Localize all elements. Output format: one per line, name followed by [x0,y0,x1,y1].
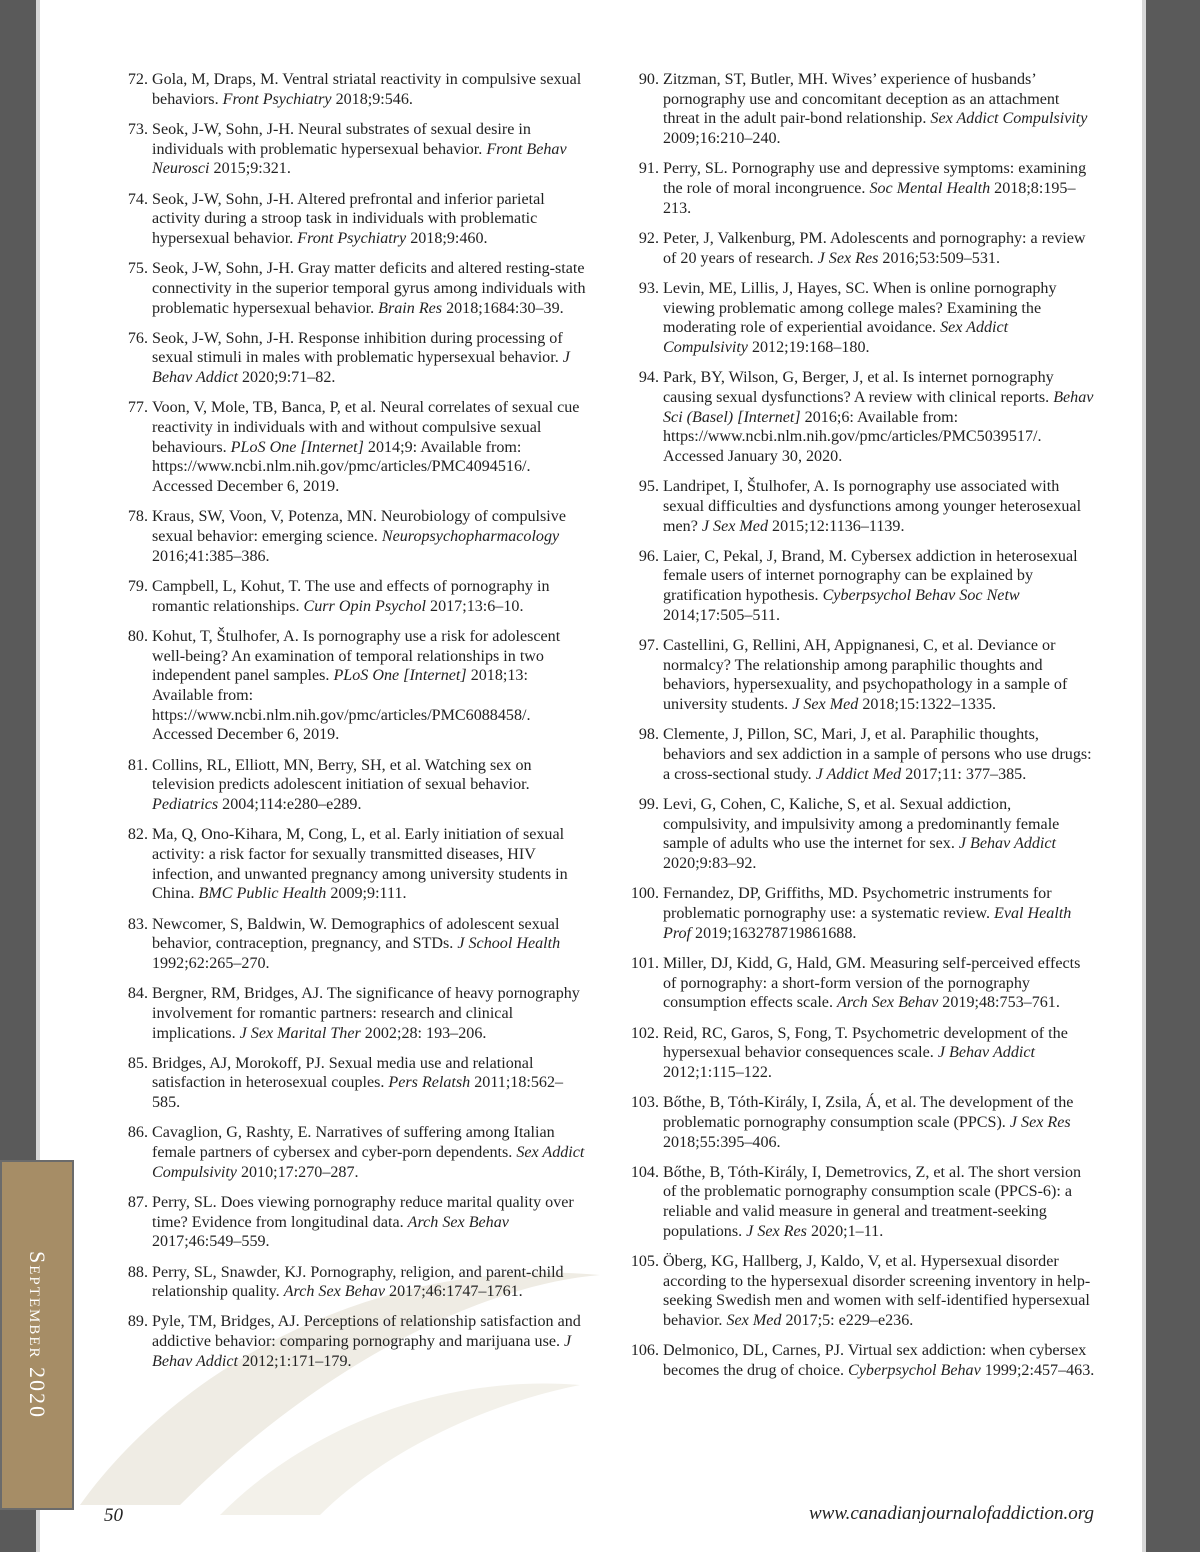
reference-citation: 2019;48:753–761. [938,994,1060,1012]
reference-text [663,795,1097,874]
reference-text [152,1263,586,1302]
reference-journal: Sex Addict Compulsivity [663,319,1009,356]
reference-citation: 2016;6: Available from: https://www.ncbi.nlm.nih.gov/pmc/articles/PMC5039517/. Accessed January 30, 2020. [663,408,1042,465]
reference-text [152,984,586,1043]
reference-text [152,507,586,566]
reference-journal: Arch Sex Behav [837,994,939,1012]
reference-citation: 2018;9:546. [331,90,413,108]
reference-number: 95. [638,478,659,496]
reference-citation: 2016;41:385–386. [152,547,270,565]
reference-citation: 2017;5: e229–e236. [781,1312,914,1330]
reference-item [104,1193,586,1252]
reference-citation: 2015;9:321. [209,160,291,178]
reference-body: Newcomer, S, Baldwin, W. Demographics of adolescent sexual behavior, contraception, pregnancy, and STDs. [152,915,560,953]
reference-body: Delmonico, DL, Carnes, PJ. Virtual sex addiction: when cybersex becomes the drug of choice. [663,1342,1087,1380]
reference-body: Perry, SL. Pornography use and depressive symptoms: examining the role of moral incongruence. [663,160,1087,198]
reference-item [104,190,586,249]
reference-body: Öberg, KG, Hallberg, J, Kaldo, V, et al. Hypersexual disorder according to the hypersexual disorder screening inventory in help-seeking Swedish men and women with self-identified hypersexual behavior. [663,1253,1091,1330]
reference-number: 88. [127,1263,148,1281]
reference-journal: Eval Health Prof [663,905,1072,942]
reference-item [104,1263,586,1302]
reference-number: 81. [127,756,148,774]
reference-body: Perry, SL. Does viewing pornography reduce marital quality over time? Evidence from longitudinal data. [152,1193,574,1231]
reference-journal: Soc Mental Health [869,180,991,198]
reference-text [663,229,1097,268]
reference-journal: J Behav Addict [152,1333,572,1370]
reference-citation: 2018;55:395–406. [663,1133,781,1151]
reference-body: Seok, J-W, Sohn, J-H. Neural substrates of sexual desire in individuals with problematic hypersexual behavior. [152,120,531,158]
reference-item [615,1024,1097,1083]
reference-text [663,159,1097,218]
reference-text [663,954,1097,1013]
reference-body: Seok, J-W, Sohn, J-H. Gray matter deficits and altered resting-state connectivity in the superior temporal gyrus among individuals with problematic hypersexual behavior. [152,260,586,317]
reference-item [104,507,586,566]
reference-citation: 2012;19:168–180. [747,338,870,356]
reference-text [152,190,586,249]
reference-body: Levin, ME, Lillis, J, Hayes, SC. When is online pornography viewing problematic among college males? Examining the moderating role of experiential avoidance. [663,279,1057,337]
reference-item [104,984,586,1043]
reference-number: 79. [127,577,148,595]
reference-number: 99. [638,796,659,813]
reference-body: Pyle, TM, Bridges, AJ. Perceptions of relationship satisfaction and addictive behavior: comparing pornography and marijuana use. [152,1313,581,1351]
reference-number: 94. [638,369,659,387]
reference-body: Zitzman, ST, Butler, MH. Wives’ experience of husbands’ pornography use and concomitant deception as an attachment threat in the adult pair-bond relationship. [663,71,1060,128]
reference-item [615,1163,1097,1242]
reference-item [615,159,1097,218]
reference-body: Laier, C, Pekal, J, Brand, M. Cybersex addiction in heterosexual female users of internet pornography can be explained by gratification hypothesis. [663,547,1078,605]
reference-item [104,329,586,388]
reference-number: 77. [127,399,148,417]
reference-number: 82. [127,826,148,844]
reference-item [104,1054,586,1113]
reference-text [663,1093,1097,1152]
reference-journal: Arch Sex Behav [407,1213,509,1231]
reference-number: 98. [638,726,659,744]
reference-body: Reid, RC, Garos, S, Fong, T. Psychometric development of the hypersexual behavior consequences scale. [663,1024,1068,1062]
reference-body: Landripet, I, Štulhofer, A. Is pornography use associated with sexual difficulties and dysfunctions among younger heterosexual men? [663,478,1082,535]
page-number: 50 [104,1505,123,1526]
reference-number: 86. [127,1124,148,1142]
reference-number: 73. [127,120,148,138]
reference-text [152,120,586,179]
reference-number: 93. [638,279,659,297]
reference-journal: Arch Sex Behav [283,1283,385,1301]
reference-item [615,229,1097,268]
reference-citation: 2014;17:505–511. [663,606,780,624]
reference-text [152,329,586,388]
reference-text [152,756,586,815]
reference-journal: J Behav Addict [937,1044,1035,1062]
reference-text [152,398,586,497]
reference-item [615,1252,1097,1331]
reference-body: Bergner, RM, Bridges, AJ. The significance of heavy pornography involvement for romantic partners: research and clinical implications. [152,985,580,1042]
references-column-right [615,70,1097,1391]
reference-body: Park, BY, Wilson, G, Berger, J, et al. Is internet pornography causing sexual dysfunctions? A review with clinical reports. [663,369,1054,406]
reference-citation: 2018;15:1322–1335. [858,696,997,714]
reference-citation: 2012;1:171–179. [237,1352,352,1370]
reference-journal: Curr Opin Psychol [303,597,427,615]
reference-citation: 2002;28: 193–206. [360,1024,487,1042]
reference-citation: 2016;53:509–531. [878,249,1000,267]
reference-body: Clemente, J, Pillon, SC, Mari, J, et al. Paraphilic thoughts, behaviors and sex addiction in a sample of persons who use drugs: a cross-sectional study. [663,726,1092,783]
reference-citation: 2019;163278719861688. [691,924,857,942]
reference-body: Collins, RL, Elliott, MN, Berry, SH, et al. Watching sex on television predicts adolescent initiation of sexual behavior. [152,756,532,794]
reference-body: Bridges, AJ, Morokoff, PJ. Sexual media use and relational satisfaction in heterosexual couples. [152,1054,534,1092]
reference-body: Perry, SL, Snawder, KJ. Pornography, religion, and parent-child relationship quality. [152,1263,564,1301]
reference-journal: Cyberpsychol Behav [848,1362,981,1380]
reference-number: 91. [638,160,659,178]
reference-journal: J Behav Addict [152,349,570,387]
reference-item [615,477,1097,536]
reference-citation: 2020;1–11. [806,1222,884,1240]
reference-number: 76. [127,329,148,347]
reference-journal: Pediatrics [152,796,219,813]
reference-number: 80. [127,627,148,645]
reference-body: Kohut, T, Štulhofer, A. Is pornography use a risk for adolescent well-being? An examination of temporal relationships in two independent panel samples. [152,627,561,685]
reference-item [615,795,1097,874]
reference-text [152,1123,586,1182]
reference-journal: BMC Public Health [198,885,327,903]
reference-journal: J Sex Res [1009,1113,1071,1131]
reference-number: 103. [630,1094,659,1112]
reference-item [104,259,586,318]
reference-item [615,1341,1097,1380]
reference-journal: Sex Med [726,1312,782,1330]
reference-text [152,70,586,109]
reference-number: 104. [630,1163,659,1181]
reference-journal: J Sex Med [792,696,859,714]
reference-journal: Sex Addict Compulsivity [930,110,1088,128]
reference-body: Peter, J, Valkenburg, PM. Adolescents and pornography: a review of 20 years of research. [663,229,1086,267]
reference-journal: Pers Relatsh [388,1074,471,1092]
reference-body: Bőthe, B, Tóth-Király, I, Zsila, Á, et al. The development of the problematic pornography consumption scale (PPCS). [663,1094,1074,1131]
reference-citation: 2018;8:195–213. [663,180,1076,217]
reference-item [104,1123,586,1182]
reference-journal: J Sex Res [817,249,879,267]
reference-number: 106. [630,1342,659,1360]
reference-text [663,477,1097,536]
reference-body: Voon, V, Mole, TB, Banca, P, et al. Neural correlates of sexual cue reactivity in individuals with and without compulsive sexual behaviours. [152,399,580,456]
reference-number: 83. [127,915,148,933]
reference-citation: 1999;2:457–463. [980,1362,1095,1380]
reference-citation: 1992;62:265–270. [152,954,270,972]
issue-date-label: September 2020 [25,1250,50,1420]
reference-number: 85. [127,1054,148,1072]
reference-citation: 2009;16:210–240. [663,130,781,148]
reference-body: Seok, J-W, Sohn, J-H. Altered prefrontal and inferior parietal activity during a stroop task in individuals with problematic hypersexual behavior. [152,190,545,247]
reference-body: Castellini, G, Rellini, AH, Appignanesi, C, et al. Deviance or normalcy? The relationship among paraphilic thoughts and behaviors, hypersexuality, and psychopathology in a sample of university students. [663,637,1068,714]
reference-item [104,756,586,815]
reference-text [152,577,586,616]
reference-body: Ma, Q, Ono-Kihara, M, Cong, L, et al. Early initiation of sexual activity: a risk factor for sexually transmitted diseases, HIV infection, and unwanted pregnancy among university students in China. [152,826,568,903]
reference-item [104,915,586,974]
reference-body: Miller, DJ, Kidd, G, Hald, GM. Measuring self-perceived effects of pornography: a short-form version of the pornography consumption effects scale. [663,954,1081,1012]
right-margin-band [1146,0,1200,1552]
reference-body: Cavaglion, G, Rashty, E. Narratives of suffering among Italian female partners of cybersex and cyber-porn dependents. [152,1124,555,1162]
reference-number: 102. [630,1024,659,1042]
reference-text [152,915,586,974]
reference-text [152,1193,586,1252]
reference-item [615,1093,1097,1152]
reference-number: 105. [630,1253,659,1271]
reference-item [615,279,1097,358]
reference-body: Kraus, SW, Voon, V, Potenza, MN. Neurobiology of compulsive sexual behavior: emerging science. [152,508,566,546]
reference-number: 89. [127,1313,148,1331]
reference-citation: 2017;46:1747–1761. [385,1283,523,1301]
reference-text [663,884,1097,943]
reference-number: 92. [638,229,659,247]
reference-number: 101. [630,954,659,972]
reference-text [152,627,586,745]
reference-body: Seok, J-W, Sohn, J-H. Response inhibition during processing of sexual stimuli in males with problematic hypersexual behavior. [152,329,563,367]
reference-text [663,70,1097,149]
reference-citation: 2015;12:1136–1139. [768,517,905,535]
reference-citation: 2010;17:270–287. [236,1163,359,1181]
reference-text [152,1054,586,1113]
reference-journal: Front Psychiatry [297,229,407,247]
reference-citation: 2018;1684:30–39. [442,299,564,317]
reference-item [104,120,586,179]
reference-journal: PLoS One [Internet] [333,667,467,685]
reference-journal: Front Behav Neurosci [152,140,567,178]
reference-item [615,368,1097,467]
reference-citation: 2017;46:549–559. [152,1233,270,1251]
reference-citation: 2012;1:115–122. [663,1063,772,1081]
reference-journal: Cyberpsychol Behav Soc Netw [822,587,1020,605]
reference-item [615,725,1097,784]
reference-text [663,636,1097,715]
reference-number: 72. [127,71,148,88]
reference-number: 100. [630,885,659,903]
reference-item [104,577,586,616]
reference-item [104,627,586,745]
reference-citation: 2014;9: Available from: https://www.ncbi.nlm.nih.gov/pmc/articles/PMC4094516/. Accessed December 6, 2019. [152,438,531,496]
reference-journal: J Behav Addict [958,835,1056,853]
reference-journal: Front Psychiatry [222,90,332,108]
reference-citation: 2011;18:562–585. [152,1074,564,1112]
reference-item [615,884,1097,943]
reference-item [615,70,1097,149]
reference-text [663,725,1097,784]
reference-item [615,636,1097,715]
reference-journal: Brain Res [378,299,443,317]
reference-citation: 2009;9:111. [326,885,407,903]
reference-citation: 2004;114:e280–e289. [218,796,362,813]
reference-item [104,70,586,109]
reference-number: 90. [638,71,659,88]
reference-citation: 2020;9:83–92. [663,855,757,873]
reference-item [104,398,586,497]
reference-journal: PLoS One [Internet] [230,438,364,456]
reference-citation: 2017;13:6–10. [426,597,524,615]
reference-number: 97. [638,637,659,655]
reference-text [152,825,586,904]
reference-journal: Behav Sci (Basel) [Internet] [663,388,1094,426]
reference-text [152,259,586,318]
reference-number: 96. [638,547,659,565]
reference-number: 78. [127,508,148,526]
reference-citation: 2017;11: 377–385. [901,765,1027,783]
references-column-left [104,70,586,1382]
reference-text [663,368,1097,467]
reference-journal: J Addict Med [815,765,902,783]
reference-journal: J Sex Marital Ther [239,1024,361,1042]
reference-text [663,1252,1097,1331]
reference-journal: Sex Addict Compulsivity [152,1144,585,1181]
reference-number: 75. [127,260,148,278]
reference-body: Levi, G, Cohen, C, Kaliche, S, et al. Sexual addiction, compulsivity, and impulsivity among a predominantly female sample of adults who use the internet for sex. [663,796,1060,853]
reference-body: Fernandez, DP, Griffiths, MD. Psychometric instruments for problematic pornography use: a systematic review. [663,885,1052,923]
reference-item [104,1312,586,1371]
reference-item [615,954,1097,1013]
reference-citation: 2018;9:460. [406,229,488,247]
reference-text [663,279,1097,358]
reference-journal: J School Health [457,935,561,953]
reference-number: 84. [127,985,148,1003]
reference-text [663,1341,1097,1380]
reference-body: Bőthe, B, Tóth-Király, I, Demetrovics, Z, et al. The short version of the problematic pornography consumption scale (PPCS-6): a reliable and valid measure in general and treatment-seeking populations. [663,1163,1082,1240]
reference-body: Gola, M, Draps, M. Ventral striatal reactivity in compulsive sexual behaviors. [152,71,582,108]
reference-item [615,547,1097,626]
reference-journal: Neuropsychopharmacology [381,528,560,546]
reference-text [663,1163,1097,1242]
journal-website: www.canadianjournalofaddiction.org [808,1503,1094,1524]
reference-text [152,1312,586,1371]
reference-citation: 2020;9:71–82. [237,369,336,387]
reference-text [663,1024,1097,1083]
reference-journal: J Sex Med [701,517,768,535]
reference-number: 87. [127,1193,148,1211]
reference-journal: J Sex Res [746,1222,807,1240]
reference-citation: 2018;13: Available from: https://www.ncbi.nlm.nih.gov/pmc/articles/PMC6088458/. Accessed December 6, 2019. [152,667,531,744]
reference-number: 74. [127,190,148,208]
right-margin-edge [1142,0,1146,1552]
reference-body: Campbell, L, Kohut, T. The use and effects of pornography in romantic relationships. [152,577,550,615]
reference-text [663,547,1097,626]
reference-item [104,825,586,904]
